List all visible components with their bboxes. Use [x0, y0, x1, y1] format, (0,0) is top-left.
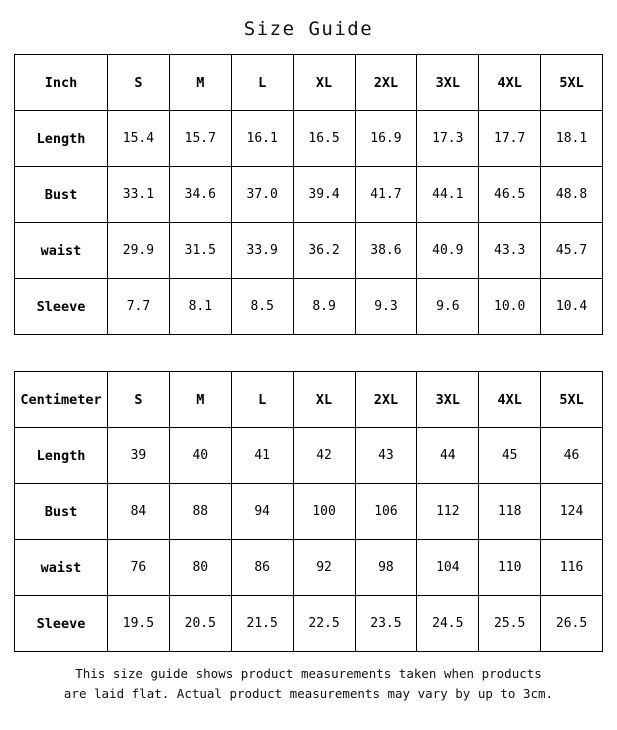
cell-bust-5xl: 48.8 [541, 167, 603, 223]
row-label-sleeve: Sleeve [15, 596, 108, 652]
size-header-xl: XL [293, 55, 355, 111]
cell-waist-3xl: 40.9 [417, 223, 479, 279]
cell-bust-4xl: 118 [479, 484, 541, 540]
table-divider-gap [14, 335, 603, 371]
cell-bust-s: 84 [108, 484, 170, 540]
cell-waist-4xl: 110 [479, 540, 541, 596]
unit-label-inch: Inch [15, 55, 108, 111]
row-label-length: Length [15, 111, 108, 167]
row-label-waist: waist [15, 540, 108, 596]
table-row [15, 428, 603, 484]
cell-bust-m: 88 [169, 484, 231, 540]
cell-bust-s: 33.1 [108, 167, 170, 223]
cell-waist-2xl: 38.6 [355, 223, 417, 279]
size-header-l: L [231, 55, 293, 111]
footnote-line-2: are laid flat. Actual product measurements may vary by up to 3cm. [63, 686, 554, 701]
table-row [15, 596, 603, 652]
size-header-s: S [108, 55, 170, 111]
unit-label-centimeter: Centimeter [15, 372, 108, 428]
size-header-m: M [169, 55, 231, 111]
table-row [15, 167, 603, 223]
cell-bust-2xl: 106 [355, 484, 417, 540]
cell-waist-4xl: 43.3 [479, 223, 541, 279]
size-header-3xl: 3XL [417, 372, 479, 428]
cell-waist-m: 31.5 [169, 223, 231, 279]
cell-length-4xl: 45 [479, 428, 541, 484]
cell-sleeve-4xl: 25.5 [479, 596, 541, 652]
row-label-sleeve: Sleeve [15, 279, 108, 335]
cell-bust-3xl: 112 [417, 484, 479, 540]
cell-length-m: 15.7 [169, 111, 231, 167]
cell-waist-s: 76 [108, 540, 170, 596]
cell-waist-2xl: 98 [355, 540, 417, 596]
cell-bust-l: 37.0 [231, 167, 293, 223]
cell-waist-s: 29.9 [108, 223, 170, 279]
cell-length-xl: 16.5 [293, 111, 355, 167]
size-header-2xl: 2XL [355, 55, 417, 111]
cell-sleeve-5xl: 26.5 [541, 596, 603, 652]
cell-sleeve-3xl: 9.6 [417, 279, 479, 335]
table-row [15, 223, 603, 279]
size-table-inch [14, 54, 603, 335]
cell-sleeve-xl: 22.5 [293, 596, 355, 652]
size-header-5xl: 5XL [541, 372, 603, 428]
cell-length-l: 41 [231, 428, 293, 484]
cell-sleeve-s: 7.7 [108, 279, 170, 335]
cell-sleeve-4xl: 10.0 [479, 279, 541, 335]
size-header-m: M [169, 372, 231, 428]
footnote-line-1: This size guide shows product measurements taken when products [75, 666, 542, 681]
row-label-bust: Bust [15, 484, 108, 540]
cell-bust-l: 94 [231, 484, 293, 540]
size-header-xl: XL [293, 372, 355, 428]
cell-bust-xl: 100 [293, 484, 355, 540]
cell-sleeve-5xl: 10.4 [541, 279, 603, 335]
cell-bust-3xl: 44.1 [417, 167, 479, 223]
cell-sleeve-m: 20.5 [169, 596, 231, 652]
size-header-2xl: 2XL [355, 372, 417, 428]
row-label-waist: waist [15, 223, 108, 279]
size-table-centimeter [14, 371, 603, 652]
cell-waist-l: 86 [231, 540, 293, 596]
size-header-l: L [231, 372, 293, 428]
cell-bust-5xl: 124 [541, 484, 603, 540]
cell-sleeve-2xl: 9.3 [355, 279, 417, 335]
cell-bust-xl: 39.4 [293, 167, 355, 223]
page-title: Size Guide [243, 18, 374, 40]
cell-length-m: 40 [169, 428, 231, 484]
cell-sleeve-s: 19.5 [108, 596, 170, 652]
cell-sleeve-2xl: 23.5 [355, 596, 417, 652]
cell-sleeve-3xl: 24.5 [417, 596, 479, 652]
cell-waist-5xl: 45.7 [541, 223, 603, 279]
cell-length-5xl: 46 [541, 428, 603, 484]
table-row [15, 279, 603, 335]
row-label-bust: Bust [15, 167, 108, 223]
cell-waist-xl: 92 [293, 540, 355, 596]
cell-length-2xl: 43 [355, 428, 417, 484]
cell-bust-m: 34.6 [169, 167, 231, 223]
size-header-5xl: 5XL [541, 55, 603, 111]
cell-length-l: 16.1 [231, 111, 293, 167]
cell-sleeve-l: 21.5 [231, 596, 293, 652]
size-header-s: S [108, 372, 170, 428]
cell-length-5xl: 18.1 [541, 111, 603, 167]
table-row [15, 540, 603, 596]
table-header-row [15, 55, 603, 111]
size-header-4xl: 4XL [479, 55, 541, 111]
cell-length-2xl: 16.9 [355, 111, 417, 167]
cell-bust-2xl: 41.7 [355, 167, 417, 223]
cell-waist-5xl: 116 [541, 540, 603, 596]
cell-waist-xl: 36.2 [293, 223, 355, 279]
cell-length-s: 15.4 [108, 111, 170, 167]
cell-waist-3xl: 104 [417, 540, 479, 596]
size-header-4xl: 4XL [479, 372, 541, 428]
cell-sleeve-l: 8.5 [231, 279, 293, 335]
cell-length-4xl: 17.7 [479, 111, 541, 167]
table-row [15, 484, 603, 540]
cell-waist-l: 33.9 [231, 223, 293, 279]
cell-length-3xl: 44 [417, 428, 479, 484]
cell-length-3xl: 17.3 [417, 111, 479, 167]
table-header-row [15, 372, 603, 428]
cell-waist-m: 80 [169, 540, 231, 596]
cell-sleeve-m: 8.1 [169, 279, 231, 335]
cell-bust-4xl: 46.5 [479, 167, 541, 223]
size-header-3xl: 3XL [417, 55, 479, 111]
cell-length-xl: 42 [293, 428, 355, 484]
footnote [14, 652, 603, 704]
cell-sleeve-xl: 8.9 [293, 279, 355, 335]
table-row [15, 111, 603, 167]
row-label-length: Length [15, 428, 108, 484]
cell-length-s: 39 [108, 428, 170, 484]
